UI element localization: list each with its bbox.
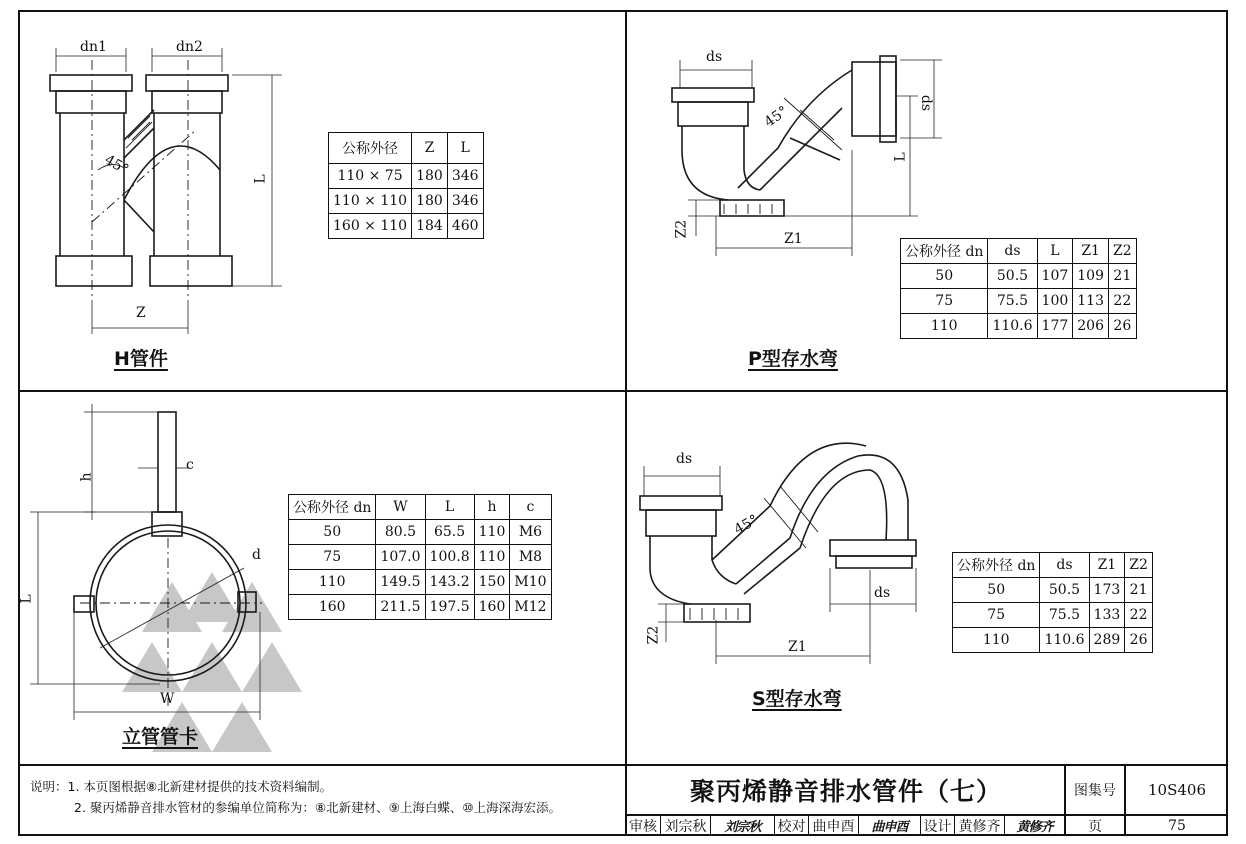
s-trap-caption: S型存水弯 bbox=[752, 688, 842, 710]
z2-label: Z2 bbox=[673, 219, 690, 239]
c-label: c bbox=[186, 457, 194, 473]
table-cell: 160 × 110 bbox=[329, 214, 412, 239]
table-cell: 21 bbox=[1125, 578, 1153, 603]
l-label: L bbox=[18, 594, 35, 604]
table-cell: 180 bbox=[412, 189, 448, 214]
table-cell: 50 bbox=[953, 578, 1040, 603]
table-cell: 173 bbox=[1089, 578, 1125, 603]
table-cell: M6 bbox=[510, 520, 551, 545]
table-header: L bbox=[1037, 239, 1073, 264]
note-line-2: 2. 聚丙烯静音排水管材的参编单位简称为：⑧北新建材、⑨上海白蝶、⑩上海深海宏添。 bbox=[74, 800, 562, 815]
table-cell: 26 bbox=[1125, 628, 1153, 653]
angle-label: 45° bbox=[101, 151, 132, 179]
checker-name: 曲申酉 bbox=[812, 818, 855, 835]
ds-side-label: ds bbox=[874, 585, 891, 601]
table-cell: 65.5 bbox=[425, 520, 474, 545]
dn2-label: dn2 bbox=[176, 39, 203, 55]
table-cell: 110 bbox=[474, 545, 510, 570]
ds-top-label: ds bbox=[706, 49, 723, 65]
table-cell: 110.6 bbox=[1040, 628, 1089, 653]
table-cell: 289 bbox=[1089, 628, 1125, 653]
l-label: L bbox=[252, 174, 269, 184]
table-cell: 113 bbox=[1073, 289, 1109, 314]
table-header: Z1 bbox=[1089, 553, 1125, 578]
table-header: 公称外径 dn bbox=[901, 239, 988, 264]
ds-top-label: ds bbox=[676, 451, 693, 467]
table-cell: 110 bbox=[901, 314, 988, 339]
review-label: 审核 bbox=[629, 818, 657, 835]
table-header: Z bbox=[412, 133, 448, 164]
table-cell: 110 bbox=[953, 628, 1040, 653]
table-cell: 110 × 110 bbox=[329, 189, 412, 214]
table-cell: 133 bbox=[1089, 603, 1125, 628]
table-cell: 107.0 bbox=[376, 545, 425, 570]
designer-name: 黄修齐 bbox=[958, 818, 1001, 835]
note-line-1: 说明：1. 本页图根据⑧北新建材提供的技术资料编制。 bbox=[30, 779, 333, 794]
table-cell: 50.5 bbox=[988, 264, 1037, 289]
table-header: Z2 bbox=[1109, 239, 1137, 264]
table-cell: 50.5 bbox=[1040, 578, 1089, 603]
z-label: Z bbox=[136, 305, 146, 321]
l-label: L bbox=[892, 152, 909, 162]
table-header: W bbox=[376, 495, 425, 520]
table-cell: 160 bbox=[474, 595, 510, 620]
table-header: 公称外径 dn bbox=[289, 495, 376, 520]
table-cell: 109 bbox=[1073, 264, 1109, 289]
table-header: 公称外径 bbox=[329, 133, 412, 164]
table-cell: 100 bbox=[1037, 289, 1073, 314]
table-cell: 197.5 bbox=[425, 595, 474, 620]
table-cell: 100.8 bbox=[425, 545, 474, 570]
checker-signature: 曲申酉 bbox=[871, 820, 908, 835]
angle-label: 45° bbox=[731, 511, 762, 539]
table-header: ds bbox=[988, 239, 1037, 264]
drawing-title: 聚丙烯静音排水管件（七） bbox=[689, 777, 1002, 806]
table-cell: 346 bbox=[447, 189, 483, 214]
p-trap-caption: P型存水弯 bbox=[748, 348, 838, 370]
design-label: 设计 bbox=[923, 818, 952, 835]
z1-label: Z1 bbox=[784, 231, 803, 247]
ds-side-label: ds bbox=[918, 94, 935, 112]
table-cell: 75 bbox=[953, 603, 1040, 628]
table-cell: 75 bbox=[901, 289, 988, 314]
z2-label: Z2 bbox=[645, 625, 662, 645]
reviewer-signature: 刘宗秋 bbox=[724, 820, 761, 835]
table-cell: 211.5 bbox=[376, 595, 425, 620]
table-cell: 143.2 bbox=[425, 570, 474, 595]
table-header: 公称外径 dn bbox=[953, 553, 1040, 578]
notes bbox=[30, 776, 561, 818]
table-header: c bbox=[510, 495, 551, 520]
table-cell: 107 bbox=[1037, 264, 1073, 289]
check-label: 校对 bbox=[777, 818, 806, 835]
table-cell: 206 bbox=[1073, 314, 1109, 339]
table-cell: 184 bbox=[412, 214, 448, 239]
table-cell: 26 bbox=[1109, 314, 1137, 339]
table-cell: M12 bbox=[510, 595, 551, 620]
w-label: W bbox=[160, 691, 175, 707]
table-cell: 110 bbox=[289, 570, 376, 595]
dn1-label: dn1 bbox=[80, 39, 107, 55]
table-cell: 75.5 bbox=[988, 289, 1037, 314]
table-header: L bbox=[425, 495, 474, 520]
table-cell: 50 bbox=[901, 264, 988, 289]
table-header: h bbox=[474, 495, 510, 520]
table-header: ds bbox=[1040, 553, 1089, 578]
reviewer-name: 刘宗秋 bbox=[664, 818, 707, 835]
table-cell: 22 bbox=[1125, 603, 1153, 628]
d-label: d bbox=[252, 547, 261, 563]
table-header: Z2 bbox=[1125, 553, 1153, 578]
pipe-clamp-caption: 立管管卡 bbox=[122, 726, 199, 748]
h-fitting-caption: H管件 bbox=[114, 348, 168, 370]
table-cell: 110.6 bbox=[988, 314, 1037, 339]
page-number: 75 bbox=[1168, 817, 1186, 834]
atlas-number-label: 图集号 bbox=[1074, 783, 1116, 799]
table-cell: 149.5 bbox=[376, 570, 425, 595]
table-cell: 110 × 75 bbox=[329, 164, 412, 189]
z1-label: Z1 bbox=[788, 639, 807, 655]
table-cell: M8 bbox=[510, 545, 551, 570]
table-cell: 50 bbox=[289, 520, 376, 545]
table-cell: 80.5 bbox=[376, 520, 425, 545]
table-cell: 150 bbox=[474, 570, 510, 595]
table-cell: 346 bbox=[447, 164, 483, 189]
atlas-number: 10S406 bbox=[1148, 781, 1206, 799]
angle-label: 45° bbox=[761, 103, 792, 131]
table-cell: 177 bbox=[1037, 314, 1073, 339]
table-cell: 75 bbox=[289, 545, 376, 570]
h-label: h bbox=[78, 472, 95, 482]
table-cell: 160 bbox=[289, 595, 376, 620]
designer-signature: 黄修齐 bbox=[1016, 820, 1053, 835]
table-cell: 460 bbox=[447, 214, 483, 239]
table-cell: M10 bbox=[510, 570, 551, 595]
table-cell: 22 bbox=[1109, 289, 1137, 314]
table-cell: 180 bbox=[412, 164, 448, 189]
table-cell: 21 bbox=[1109, 264, 1137, 289]
table-header: L bbox=[447, 133, 483, 164]
page-label: 页 bbox=[1088, 818, 1102, 835]
table-header: Z1 bbox=[1073, 239, 1109, 264]
s-trap-spec-table bbox=[952, 552, 1153, 653]
table-cell: 75.5 bbox=[1040, 603, 1089, 628]
table-cell: 110 bbox=[474, 520, 510, 545]
